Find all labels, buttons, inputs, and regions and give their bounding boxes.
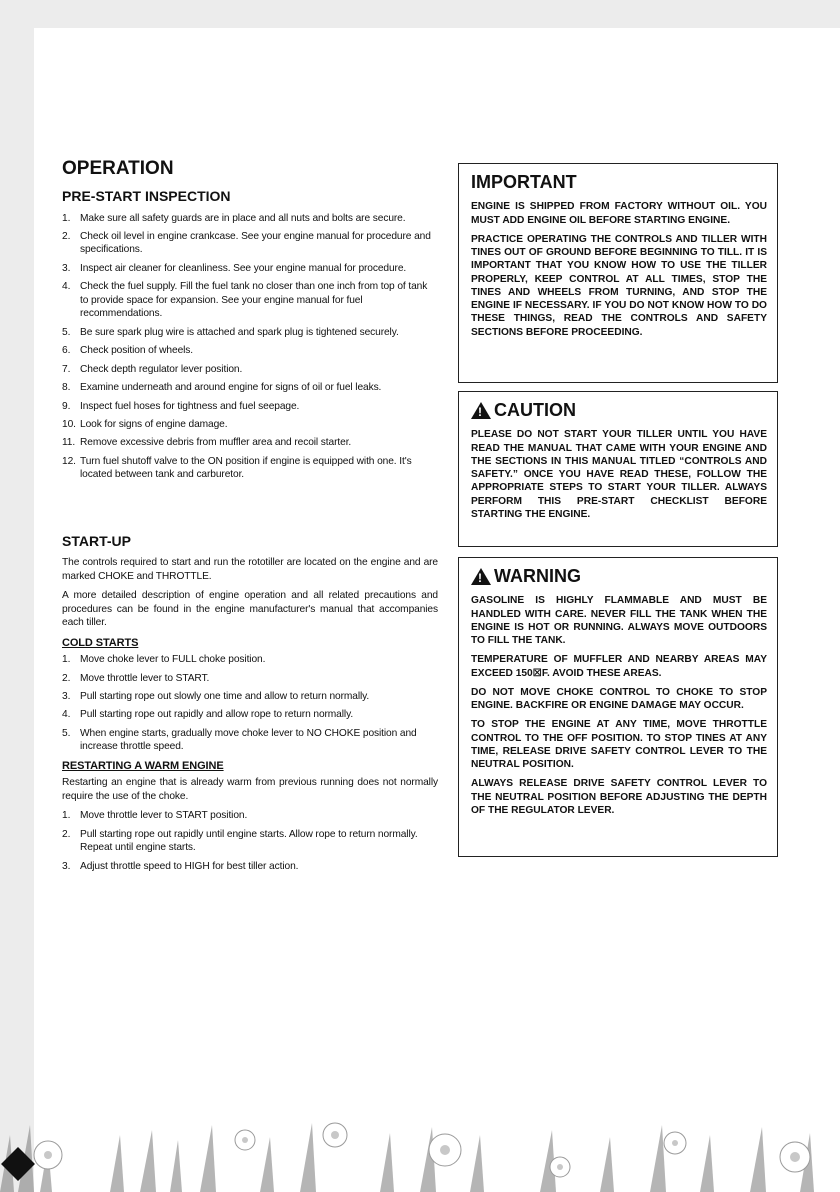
prestart-step [62, 230, 438, 257]
startup-paragraph: The controls required to start and run the rototiller are located on the engine and are marked CHOKE and THROTTLE. [62, 557, 438, 582]
step-number: 2. [62, 231, 71, 242]
warning-paragraph: TEMPERATURE OF MUFFLER AND NEARBY AREAS MAY EXCEED 150☒F. AVOID THESE AREAS. [471, 654, 767, 679]
cold-step [62, 727, 438, 754]
cold-step [62, 653, 438, 666]
warning-paragraph: DO NOT MOVE CHOKE CONTROL TO CHOKE TO STOP ENGINE. BACKFIRE OR ENGINE DAMAGE MAY OCCUR. [471, 686, 767, 712]
important-paragraph: ENGINE IS SHIPPED FROM FACTORY WITHOUT OIL. YOU MUST ADD ENGINE OIL BEFORE STARTING ENGINE. [471, 201, 767, 226]
step-text: Move throttle lever to START. [80, 672, 210, 684]
step-text: Inspect fuel hoses for tightness and fuel seepage. [80, 400, 300, 412]
step-number: 4. [62, 709, 71, 721]
step-text: Move choke lever to FULL choke position. [80, 654, 266, 666]
step-number: 8. [62, 382, 71, 394]
prestart-step [62, 363, 438, 376]
cold-starts-list [62, 653, 438, 754]
step-number: 9. [62, 400, 71, 412]
warning-title: WARNING [494, 566, 581, 586]
startup-section [62, 532, 438, 873]
startup-paragraph: A more detailed description of engine operation and all related precautions and procedures can be found in the engine manufacturer's manual that accompanies each tiller. [62, 590, 438, 629]
warm-engine-paragraph: Restarting an engine that is already warm from previous running does not normally require the use of the choke. [62, 777, 438, 802]
step-text: Turn fuel shutoff valve to the ON position if engine is equipped with one. It's located between tank and carburetor. [80, 455, 412, 481]
step-number: 6. [62, 345, 71, 357]
startup-heading: START-UP [62, 532, 131, 549]
warm-engine-heading: RESTARTING A WARM ENGINE [62, 759, 224, 772]
prestart-step [62, 344, 438, 357]
flower-border-illustration [0, 1075, 840, 1192]
cold-step [62, 690, 438, 703]
step-text: Make sure all safety guards are in place and all nuts and bolts are secure. [80, 212, 406, 224]
step-text: Adjust throttle speed to HIGH for best tiller action. [80, 860, 299, 872]
step-number: 3. [62, 262, 71, 274]
step-text: Check depth regulator lever position. [80, 363, 243, 375]
step-text: Check position of wheels. [80, 345, 194, 357]
warning-paragraph: ALWAYS RELEASE DRIVE SAFETY CONTROL LEVER TO THE NEUTRAL POSITION BEFORE ADJUSTING THE DEPTH OF THE REGULATOR LEVER. [471, 778, 767, 816]
important-box [458, 163, 778, 383]
prestart-step [62, 381, 438, 394]
prestart-step [62, 326, 438, 339]
step-number: 3. [62, 690, 71, 702]
caution-title: CAUTION [494, 400, 576, 420]
page-edge-left [0, 0, 34, 1192]
step-text: Inspect air cleaner for cleanliness. See your engine manual for procedure. [80, 262, 407, 274]
important-title: IMPORTANT [471, 172, 577, 192]
step-text: Check oil level in engine crankcase. See your engine manual for procedure and specifications. [80, 231, 431, 256]
step-number: 1. [62, 212, 71, 224]
warning-paragraph: GASOLINE IS HIGHLY FLAMMABLE AND MUST BE HANDLED WITH CARE. NEVER FILL THE TANK WHEN THE ENGINE IS HOT OR RUNNING. ALWAYS MOVE OUTDOORS TO FILL THE TANK. [471, 595, 767, 647]
prestart-step [62, 212, 438, 225]
step-number: 11. [62, 437, 76, 449]
caution-paragraph: PLEASE DO NOT START YOUR TILLER UNTIL YOU HAVE READ THE MANUAL THAT CAME WITH YOUR ENGINE AND THE SECTIONS IN THIS MANUAL TITLED “CONTROLS AND SAFETY.” ONCE YOU HAVE READ THESE, FOLLOW THE APPROPRIATE STEPS TO START YOUR TILLER. ALWAYS PERFORM THIS PRE-START CHECKLIST BEFORE STARTING THE ENGINE. [471, 429, 767, 520]
page-edge-top [0, 0, 840, 28]
step-number: 2. [62, 828, 71, 840]
important-paragraph: PRACTICE OPERATING THE CONTROLS AND TILLER WITH TINES OUT OF GROUND BEFORE BEGINNING TO TILL. IT IS IMPORTANT THAT YOU KNOW HOW TO USE THE TILLER PROPERLY, KEEP CONTROL AT ALL TIMES, STOP THE TINES AND WHEELS FROM TURNING, AND STOP THE ENGINE IF NECESSARY. IF YOU DO NOT KNOW HOW TO DO THESE THINGS, READ THE CONTROLS AND SAFETY SECTIONS BEFORE PROCEEDING. [471, 233, 767, 338]
step-number: 5. [62, 326, 71, 338]
warning-paragraph: TO STOP THE ENGINE AT ANY TIME, MOVE THROTTLE CONTROL TO THE OFF POSITION. TO STOP TINES AT ANY TIME, RELEASE DRIVE SAFETY CONTROL LEVER TO THE NEUTRAL POSITION. [471, 719, 767, 771]
step-text: Check the fuel supply. Fill the fuel tank no closer than one inch from top of tank to provide space for expansion. See your engine manual for fuel recommendations. [80, 281, 428, 320]
step-number: 12. [62, 455, 76, 467]
step-text: Remove excessive debris from muffler area and recoil starter. [80, 437, 352, 449]
warm-engine-list [62, 809, 438, 873]
step-text: Pull starting rope out slowly one time and allow to return normally. [80, 690, 370, 702]
left-column [62, 156, 438, 878]
step-number: 2. [62, 672, 71, 684]
warning-triangle-icon [471, 402, 491, 419]
step-number: 5. [62, 727, 71, 739]
prestart-step [62, 455, 438, 482]
prestart-step [62, 436, 438, 449]
warning-title-row [471, 565, 767, 588]
operation-heading: OPERATION [62, 158, 174, 179]
prestart-heading: PRE-START INSPECTION [62, 188, 231, 205]
cold-starts-heading: COLD STARTS [62, 636, 139, 649]
warm-step [62, 828, 438, 855]
step-number: 1. [62, 810, 71, 822]
step-text: Pull starting rope out rapidly until engine starts. Allow rope to return normally. Repeat until engine starts. [80, 828, 418, 854]
step-text: Be sure spark plug wire is attached and spark plug is tightened securely. [80, 326, 399, 338]
step-text: Move throttle lever to START position. [80, 810, 248, 822]
step-number: 4. [62, 281, 71, 293]
step-number: 1. [62, 654, 71, 666]
cold-step [62, 708, 438, 721]
prestart-step [62, 262, 438, 275]
warning-triangle-icon [471, 568, 491, 585]
step-number: 10. [62, 418, 76, 430]
step-number: 3. [62, 860, 71, 872]
warm-step [62, 860, 438, 873]
prestart-step [62, 400, 438, 413]
prestart-step [62, 280, 438, 320]
caution-title-row [471, 399, 767, 422]
step-number: 7. [62, 363, 71, 375]
caution-box [458, 391, 778, 547]
cold-step [62, 672, 438, 685]
warm-step [62, 809, 438, 822]
step-text: Look for signs of engine damage. [80, 418, 228, 430]
step-text: When engine starts, gradually move choke lever to NO CHOKE position and increase throttle speed. [80, 727, 417, 753]
warning-box [458, 557, 778, 857]
step-text: Pull starting rope out rapidly and allow rope to return normally. [80, 709, 354, 721]
prestart-step [62, 418, 438, 431]
prestart-list [62, 212, 438, 482]
step-text: Examine underneath and around engine for signs of oil or fuel leaks. [80, 382, 382, 394]
